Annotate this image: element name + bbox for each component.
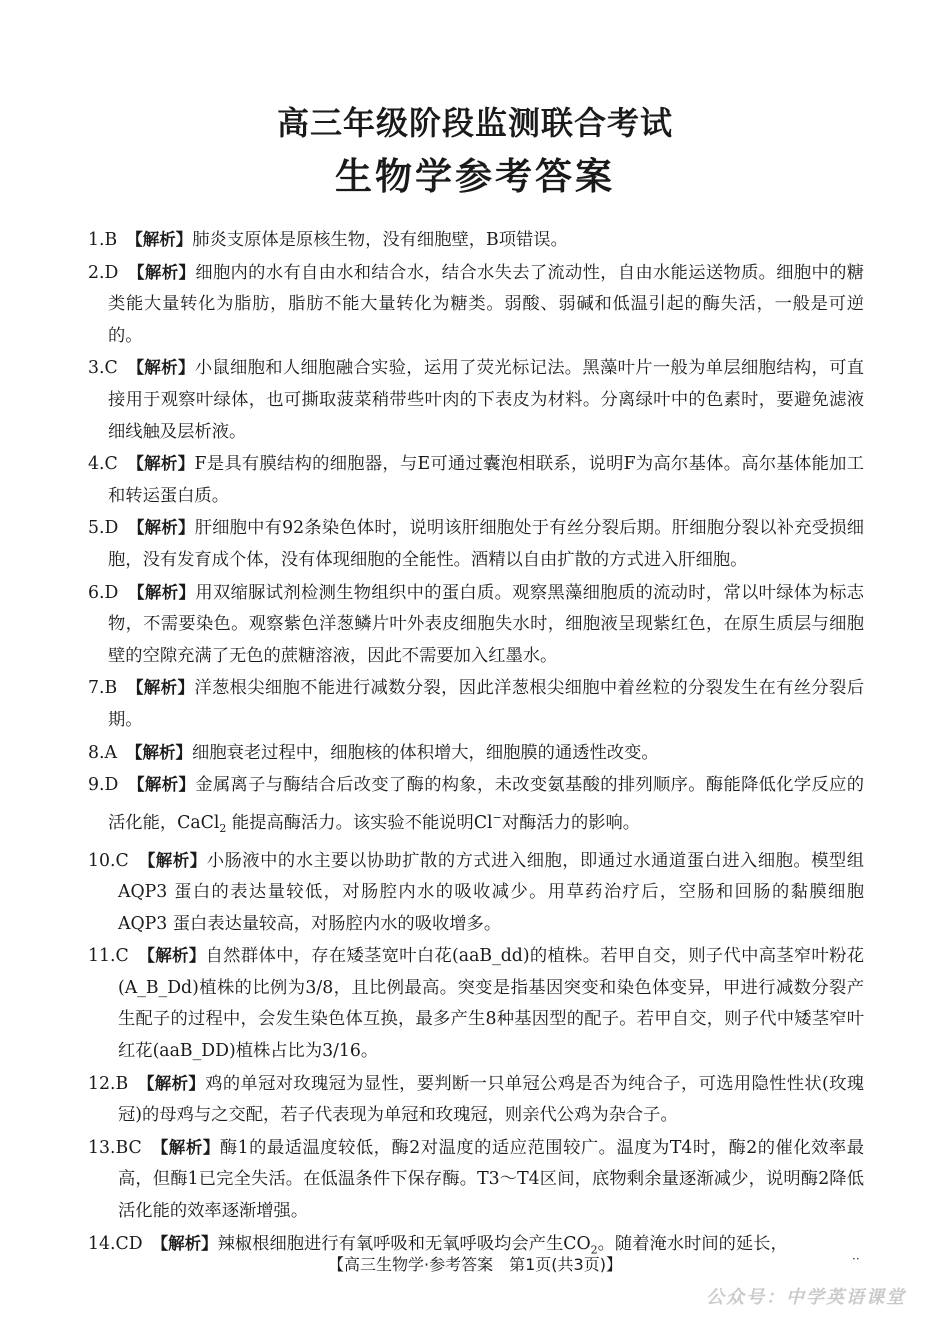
answer-item-3: 3.C 【解析】小鼠细胞和人细胞融合实验，运用了荧光标记法。黑藻叶片一般为单层细胞结构，可直接用于观察叶绿体，也可撕取菠菜稍带些叶肉的下表皮为材料。分离绿叶中的色素时，要避免滤液细线触及层析液。	[88, 358, 864, 442]
answer-item-7: 7.B 【解析】洋葱根尖细胞不能进行减数分裂，因此洋葱根尖细胞中着丝粒的分裂发生在有丝分裂后期。	[88, 678, 864, 730]
answer-item-1: 1.B 【解析】肺炎支原体是原核生物，没有细胞壁，B项错误。	[88, 230, 568, 250]
answer-item-14: 14.CD 【解析】辣椒根细胞进行有氧呼吸和无氧呼吸均会产生$CO_2$。随着淹水时间的延长，	[88, 1233, 788, 1257]
answer-item-9: 9.D 【解析】金属离子与酶结合后改变了酶的构象，未改变氨基酸的排列顺序。酶能降低化学反应的活化能，CaCl$_2$ 能提高酶活力。该实验不能说明Cl−对酶活力的影响。	[88, 775, 864, 835]
answer-item-2: 2.D 【解析】细胞内的水有自由水和结合水，结合水失去了流动性，自由水能运送物质。细胞中的糖类能大量转化为脂肪，脂肪不能大量转化为糖类。弱酸、弱碱和低温引起的酶失活，一般是可逆的。	[88, 262, 864, 346]
answer-item-8: 8.A 【解析】细胞衰老过程中，细胞核的体积增大，细胞膜的通透性改变。	[88, 742, 659, 763]
answer-item-13: 13.BC 【解析】酶1的最适温度较低，酶2对温度的适应范围较广。温度为T4时，酶2的催化效率最高，但酶1已完全失活。在低温条件下保存酶。T3～T4区间，底物剩余量逐渐减少，说明酶2降低活化能的效率逐渐增强。	[88, 1137, 864, 1222]
answer-item-11: 11.C 【解析】自然群体中，存在矮茎宽叶白花(aaB_dd)的植株。若甲自交，则子代中高茎窄叶粉花(A_B_Dd)植株的比例为3/8，且比例最高。突变是指基因突变和染色体变异，甲进行减数分裂产生配子的过程中，会发生染色体互换，最多产生8种基因型的配子。若甲自交，则子代中矮茎窄叶红花(aaB_DD)植株占比为3/16。	[88, 946, 864, 1062]
answer-item-6: 6.D 【解析】用双缩脲试剂检测生物组织中的蛋白质。观察黑藻细胞质的流动时，常以叶绿体为标志物，不需要染色。观察紫色洋葱鳞片叶外表皮细胞失水时，细胞液呈现紫红色，在原生质层与细胞壁的空隙充满了无色的蔗糖溶液，因此不需要加入红墨水。	[88, 582, 864, 666]
page-title: 高三年级阶段监测联合考试	[276, 104, 673, 142]
answer-item-12: 12.B 【解析】鸡的单冠对玫瑰冠为显性，要判断一只单冠公鸡是否为纯合子，可选用隐性性状(玫瑰冠)的母鸡与之交配，若子代表现为单冠和玫瑰冠，则亲代公鸡为杂合子。	[88, 1073, 864, 1126]
answer-item-10: 10.C 【解析】小肠液中的水主要以协助扩散的方式进入细胞，即通过水通道蛋白进入细胞。模型组 AQP3 蛋白的表达量较低，对肠腔内水的吸收减少。用草药治疗后，空肠和回肠的黏膜细胞 AQP3 蛋白表达量较高，对肠腔内水的吸收增多。	[88, 850, 864, 934]
answer-item-4: 4.C 【解析】F是具有膜结构的细胞器，与E可通过囊泡相联系，说明F为高尔基体。高尔基体能加工和转运蛋白质。	[88, 454, 864, 506]
watermark: 公众号：中学英语课堂	[706, 1287, 906, 1308]
footer-mark: ··	[852, 1252, 860, 1266]
page-footer: 【高三生物学·参考答案 第1页(共3页)】	[328, 1255, 622, 1274]
page-subtitle: 生物学参考答案	[335, 155, 615, 198]
answer-item-5: 5.D 【解析】肝细胞中有92条染色体时，说明该肝细胞处于有丝分裂后期。肝细胞分裂以补充受损细胞，没有发育成个体，没有体现细胞的全能性。酒精以自由扩散的方式进入肝细胞。	[88, 518, 864, 570]
answer-list	[88, 224, 864, 1266]
